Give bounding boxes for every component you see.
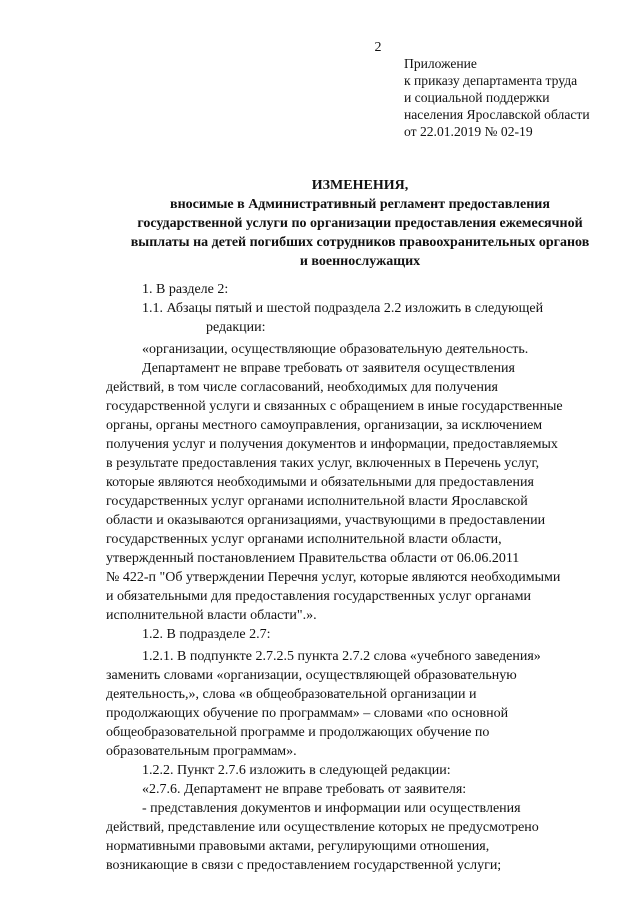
page-number: 2 [374, 40, 382, 55]
body-line: исполнительной власти области".». [106, 608, 317, 623]
body-line: 1.1. Абзацы пятый и шестой подраздела 2.2 изложить в следующей [142, 301, 544, 316]
body-line: «организации, осуществляющие образовательную деятельность. [142, 342, 529, 357]
appendix-line: и социальной поддержки [404, 90, 550, 105]
body-line: заменить словами «организации, осуществляющей образовательную [106, 668, 517, 683]
body-line: «2.7.6. Департамент не вправе требовать от заявителя: [142, 782, 467, 797]
subtitle-line: и военнослужащих [299, 254, 421, 269]
body-line: Департамент не вправе требовать от заявителя осуществления [142, 361, 515, 376]
body-line: 1.2. В подразделе 2.7: [142, 627, 271, 642]
body-line: возникающие в связи с предоставлением государственной услуги; [106, 858, 502, 873]
body-line: утвержденный постановлением Правительства области от 06.06.2011 [106, 551, 520, 566]
body-line: продолжающих обучение по программам» – словами «по основной [106, 706, 509, 721]
body-line: редакции: [206, 320, 266, 335]
body-line: органы, органы местного самоуправления, организации, за исключением [106, 418, 543, 433]
body-line: 1.2.2. Пункт 2.7.6 изложить в следующей редакции: [142, 763, 451, 778]
subtitle-line: государственной услуги по организации предоставления ежемесячной [137, 216, 583, 231]
subtitle-line: выплаты на детей погибших сотрудников правоохранительных органов [130, 235, 590, 250]
body-line: действий, представление или осуществление которых не предусмотрено [106, 820, 539, 835]
appendix-line: населения Ярославской области [404, 107, 590, 122]
body-line: образовательным программам». [106, 744, 297, 759]
body-line: государственных услуг органами исполнительной власти области, [106, 532, 502, 547]
subtitle-line: вносимые в Административный регламент предоставления [170, 197, 550, 212]
body-line: государственной услуги и связанных с обращением в иные государственные [106, 399, 563, 414]
body-line: 1. В разделе 2: [142, 282, 229, 297]
document-subtitle [100, 195, 620, 271]
body-line: и обязательными для предоставления государственных услуг органами [106, 589, 531, 604]
appendix-line: к приказу департамента труда [404, 73, 578, 88]
body-line: области и оказываются организациями, участвующими в предоставлении [106, 513, 546, 528]
body-line: получения услуг и получения документов и информации, предоставляемых [106, 437, 558, 452]
appendix-line: Приложение [404, 56, 477, 71]
body-line: государственных услуг органами исполнительной власти Ярославской [106, 494, 528, 509]
body-line: - представления документов и информации или осуществления [142, 801, 521, 816]
body-line: действий, в том числе согласований, необходимых для получения [106, 380, 498, 395]
body-line: № 422-п "Об утверждении Перечня услуг, которые являются необходимыми [106, 570, 561, 585]
body-line: общеобразовательной программе и продолжающих обучение по [106, 725, 490, 740]
body-line: в результате предоставления таких услуг, включенных в Перечень услуг, [106, 456, 540, 471]
body-line: нормативными правовыми актами, регулирующими отношения, [106, 839, 490, 854]
document-title: ИЗМЕНЕНИЯ, [311, 178, 409, 193]
appendix-header [404, 55, 590, 140]
appendix-line: от 22.01.2019 № 02-19 [404, 124, 533, 139]
document-body [106, 280, 610, 875]
body-line: 1.2.1. В подпункте 2.7.2.5 пункта 2.7.2 слова «учебного заведения» [142, 649, 541, 664]
body-line: деятельность,», слова «в общеобразовательной организации и [106, 687, 477, 702]
body-line: которые являются необходимыми и обязательными для предоставления [106, 475, 534, 490]
